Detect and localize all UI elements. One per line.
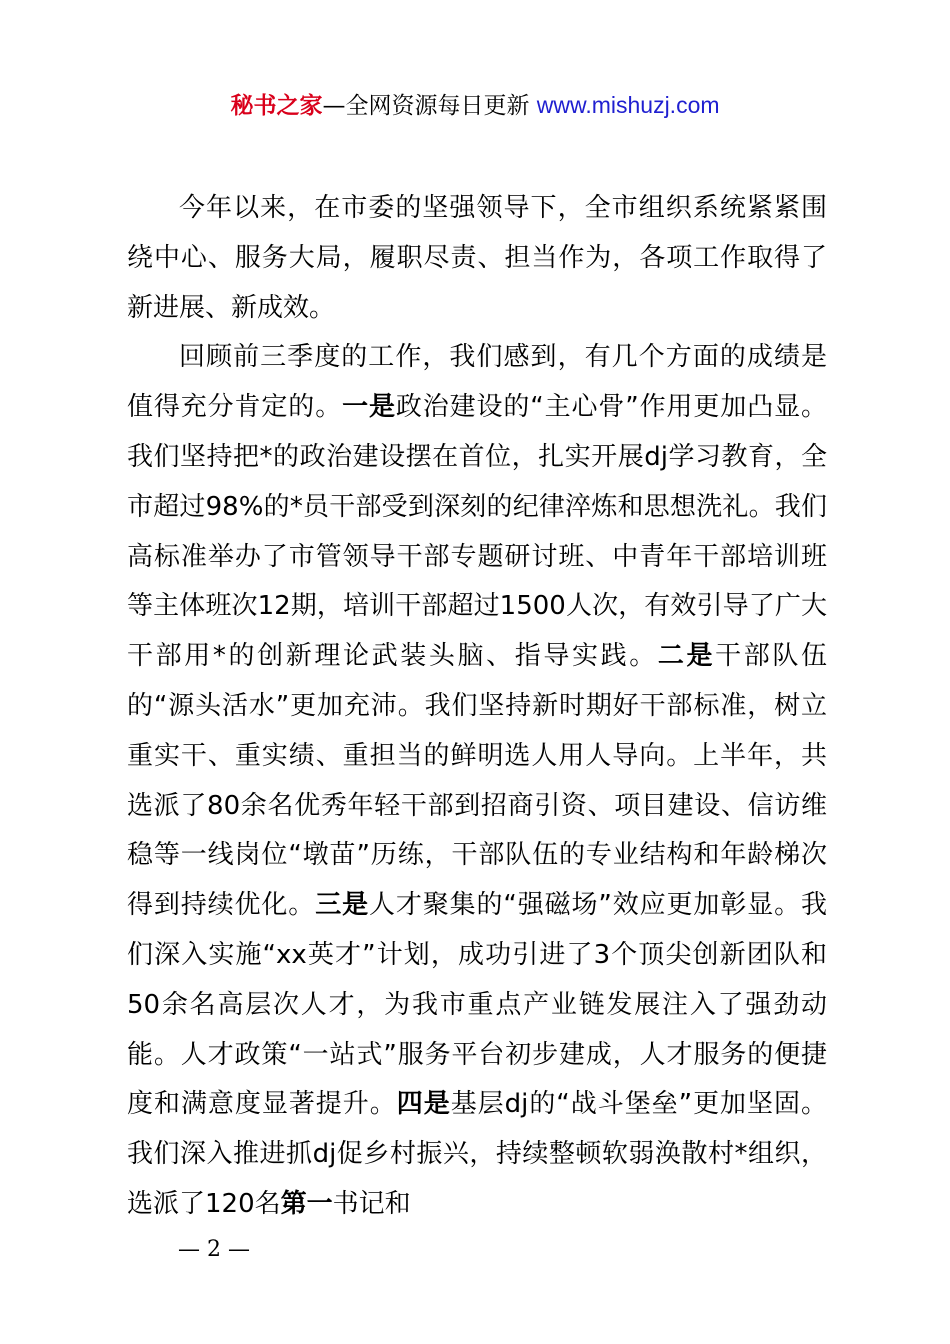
bold-term-first: 第一 [280,1188,333,1219]
paragraph-text: 回顾前三季度的工作，我们感到，有几个方面的成绩是值得充分肯定的。 [127,342,827,423]
document-body [127,184,827,1230]
site-header [0,88,950,123]
paragraph-text: 人才聚集的“强磁场”效应更加彰显。我们深入实施“xx英才”计划，成功引进了3个顶尖创新团队和50余名高层次人才，为我市重点产业链发展注入了强劲动能。人才政策“一站式”服务平台初步建成，人才服务的便捷度和满意度显著提升。 [127,890,827,1120]
site-tagline: 全网资源每日更新 [345,93,530,119]
site-url-link[interactable]: www.mishuzj.com [536,92,720,118]
paragraph-text: 今年以来，在市委的坚强领导下，全市组织系统紧紧围绕中心、服务大局，履职尽责、担当作为，各项工作取得了新进展、新成效。 [127,193,827,323]
paragraph-text: 基层dj的“战斗堡垒”更加坚固。我们深入推进抓dj促乡村振兴，持续整顿软弱涣散村*组织，选派了120名 [127,1089,827,1219]
point-label-four: 四是 [396,1089,451,1120]
paragraph-achievements [127,333,827,1229]
paragraph-intro [127,184,827,333]
site-brand: 秘书之家 [230,93,323,119]
paragraph-text: 政治建设的“主心骨”作用更加凸显。我们坚持把*的政治建设摆在首位，扎实开展dj学习教育，全市超过98%的*员干部受到深刻的纪律淬炼和思想洗礼。我们高标准举办了市管领导干部专题研讨班、中青年干部培训班等主体班次12期，培训干部超过1500人次，有效引导了广大干部用*的创新理论武装头脑、指导实践。 [127,392,827,672]
paragraph-text: 干部队伍的“源头活水”更加充沛。我们坚持新时期好干部标准，树立重实干、重实绩、重担当的鲜明选人用人导向。上半年，共选派了80余名优秀年轻干部到招商引资、项目建设、信访维稳等一线岗位“墩苗”历练，干部队伍的专业结构和年龄梯次得到持续优化。 [127,641,827,921]
page-number: — 2 — [178,1237,250,1262]
paragraph-text: 书记和 [332,1188,411,1219]
point-label-two: 二是 [657,641,716,672]
header-dash: — [322,93,346,119]
point-label-three: 三是 [315,890,369,921]
point-label-one: 一是 [342,392,396,423]
